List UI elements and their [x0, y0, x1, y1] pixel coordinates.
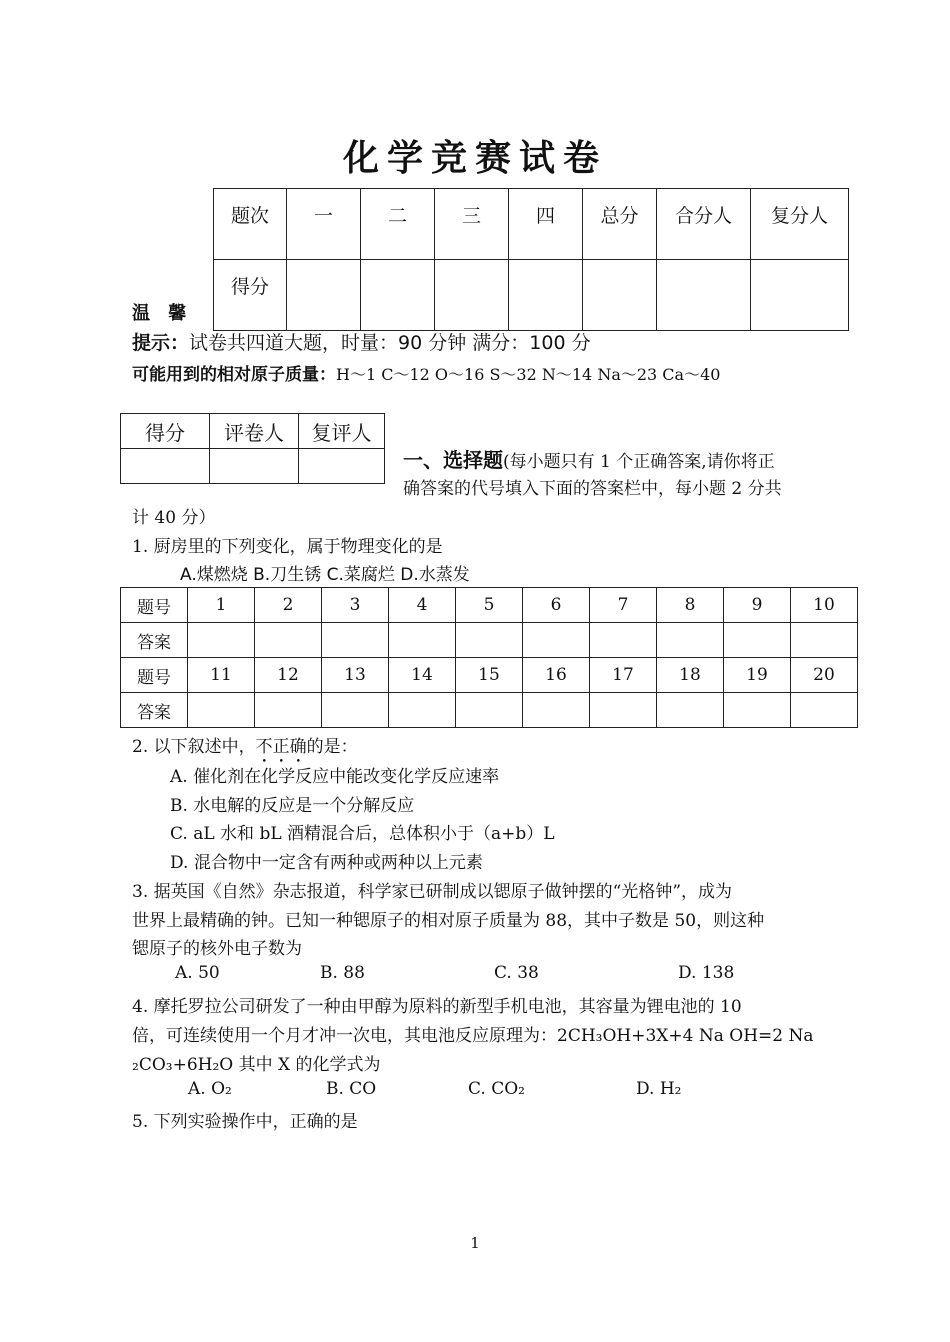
answer-cell[interactable] — [456, 623, 523, 658]
answer-num: 7 — [590, 588, 657, 623]
mass-text: H～1 C～12 O～16 S～32 N～14 Na～23 Ca～40 — [336, 365, 721, 384]
q2-option-b: B. 水电解的反应是一个分解反应 — [170, 796, 415, 816]
answer-cell[interactable] — [791, 623, 858, 658]
answer-num: 15 — [456, 658, 523, 693]
score-input-cell[interactable] — [361, 260, 435, 331]
score-cell: 三 — [435, 189, 509, 260]
answer-num: 13 — [322, 658, 389, 693]
q5-stem: 5. 下列实验操作中，正确的是 — [132, 1112, 358, 1132]
page-title: 化学竞赛试卷 — [342, 138, 607, 179]
q3-option-b: B. 88 — [320, 963, 365, 983]
grade-input-cell[interactable] — [210, 449, 299, 484]
score-cell: 一 — [287, 189, 361, 260]
grade-header: 复评人 — [299, 414, 385, 449]
notice-mass — [132, 360, 720, 385]
q2-option-d: D. 混合物中一定含有两种或两种以上元素 — [170, 853, 483, 873]
section1-desc: (每小题只有 1 个正确答案,请你将正 — [503, 452, 775, 472]
q2-stem-emphasis: 不正确 — [255, 737, 307, 757]
answer-cell[interactable] — [389, 623, 456, 658]
answer-num: 1 — [188, 588, 255, 623]
answer-num: 20 — [791, 658, 858, 693]
answer-label: 题号 — [121, 588, 188, 623]
answer-cell[interactable] — [523, 623, 590, 658]
q3-line2: 世界上最精确的钟。已知一种锶原子的相对原子质量为 88，其中子数是 50，则这种 — [132, 911, 765, 931]
answer-num: 9 — [724, 588, 791, 623]
answer-label: 答案 — [121, 693, 188, 728]
score-table — [213, 188, 849, 331]
q4-option-a: A. O₂ — [188, 1079, 232, 1099]
grade-table — [120, 413, 385, 484]
answer-cell[interactable] — [389, 693, 456, 728]
score-input-cell[interactable] — [435, 260, 509, 331]
answer-input-row — [121, 693, 858, 728]
answer-num: 16 — [523, 658, 590, 693]
grade-input-cell[interactable] — [121, 449, 210, 484]
answer-table — [120, 587, 858, 728]
section1-heading: 一、选择题 — [403, 448, 503, 472]
score-cell: 合分人 — [657, 189, 751, 260]
answer-num: 11 — [188, 658, 255, 693]
answer-cell[interactable] — [590, 693, 657, 728]
q2-stem-pre: 2. 以下叙述中， — [132, 737, 256, 757]
answer-cell[interactable] — [724, 693, 791, 728]
q3-line1: 3. 据英国《自然》杂志报道，科学家已研制成以锶原子做钟摆的“光格钟”，成为 — [132, 882, 733, 902]
page-number: 1 — [470, 1234, 480, 1252]
q1-options: A.煤燃烧 B.刀生锈 C.菜腐烂 D.水蒸发 — [180, 565, 470, 585]
grade-input-cell[interactable] — [299, 449, 385, 484]
score-input-cell[interactable] — [287, 260, 361, 331]
answer-cell[interactable] — [188, 623, 255, 658]
answer-num: 2 — [255, 588, 322, 623]
score-cell: 总分 — [583, 189, 657, 260]
q4-option-b: B. CO — [326, 1079, 377, 1099]
answer-cell[interactable] — [657, 693, 724, 728]
grade-header: 评卷人 — [210, 414, 299, 449]
score-input-cell[interactable] — [583, 260, 657, 331]
answer-num: 18 — [657, 658, 724, 693]
q4-line3: ₂CO₃+6H₂O 其中 X 的化学式为 — [132, 1055, 381, 1075]
answer-num: 3 — [322, 588, 389, 623]
answer-num-row — [121, 658, 858, 693]
answer-cell[interactable] — [456, 693, 523, 728]
q4-option-c: C. CO₂ — [468, 1079, 525, 1099]
answer-cell[interactable] — [322, 693, 389, 728]
score-table-score-row — [214, 260, 849, 331]
q3-option-d: D. 138 — [678, 963, 735, 983]
tip-text: 试卷共四道大题，时量：90 分钟 满分：100 分 — [189, 332, 591, 354]
answer-num: 10 — [791, 588, 858, 623]
score-cell: 题次 — [214, 189, 287, 260]
answer-input-row — [121, 623, 858, 658]
section1-line1 — [403, 444, 775, 473]
notice-warm: 温 馨 — [132, 303, 193, 324]
score-table-header-row — [214, 189, 849, 260]
answer-cell[interactable] — [523, 693, 590, 728]
q4-option-d: D. H₂ — [636, 1079, 682, 1099]
answer-cell[interactable] — [590, 623, 657, 658]
answer-num: 17 — [590, 658, 657, 693]
q4-line2: 倍，可连续使用一个月才冲一次电，其电池反应原理为：2CH₃OH+3X+4 Na OH=2 Na — [132, 1026, 814, 1046]
answer-num: 14 — [389, 658, 456, 693]
answer-num: 5 — [456, 588, 523, 623]
section1-desc-line2: 确答案的代号填入下面的答案栏中，每小题 2 分共 — [403, 479, 782, 499]
q2-stem-post: 的是： — [306, 737, 358, 757]
answer-num: 8 — [657, 588, 724, 623]
q4-line1: 4. 摩托罗拉公司研发了一种由甲醇为原料的新型手机电池，其容量为锂电池的 10 — [132, 997, 742, 1017]
q2-option-a: A. 催化剂在化学反应中能改变化学反应速率 — [170, 767, 500, 787]
score-input-cell[interactable] — [657, 260, 751, 331]
q2-option-c: C. aL 水和 bL 酒精混合后，总体积小于（a+b）L — [170, 824, 555, 844]
score-input-cell[interactable] — [751, 260, 849, 331]
answer-cell[interactable] — [255, 693, 322, 728]
answer-num-row — [121, 588, 858, 623]
q3-option-a: A. 50 — [175, 963, 220, 983]
score-input-cell[interactable] — [509, 260, 583, 331]
answer-cell[interactable] — [322, 623, 389, 658]
score-row-label: 得分 — [214, 260, 287, 331]
answer-num: 6 — [523, 588, 590, 623]
tip-label: 提示： — [132, 332, 190, 354]
answer-label: 答案 — [121, 623, 188, 658]
q3-line3: 锶原子的核外电子数为 — [132, 939, 302, 959]
answer-num: 4 — [389, 588, 456, 623]
q1-stem: 1. 厨房里的下列变化，属于物理变化的是 — [132, 537, 443, 557]
answer-num: 12 — [255, 658, 322, 693]
grade-header: 得分 — [121, 414, 210, 449]
answer-cell[interactable] — [255, 623, 322, 658]
answer-cell[interactable] — [791, 693, 858, 728]
score-cell: 二 — [361, 189, 435, 260]
answer-cell[interactable] — [724, 623, 791, 658]
answer-label: 题号 — [121, 658, 188, 693]
notice-tip — [132, 328, 591, 355]
answer-num: 19 — [724, 658, 791, 693]
answer-cell[interactable] — [657, 623, 724, 658]
answer-cell[interactable] — [188, 693, 255, 728]
q3-option-c: C. 38 — [494, 963, 539, 983]
score-cell: 复分人 — [751, 189, 849, 260]
score-cell: 四 — [509, 189, 583, 260]
mass-label: 可能用到的相对原子质量： — [132, 365, 336, 385]
section1-desc-line3: 计 40 分） — [132, 508, 216, 528]
